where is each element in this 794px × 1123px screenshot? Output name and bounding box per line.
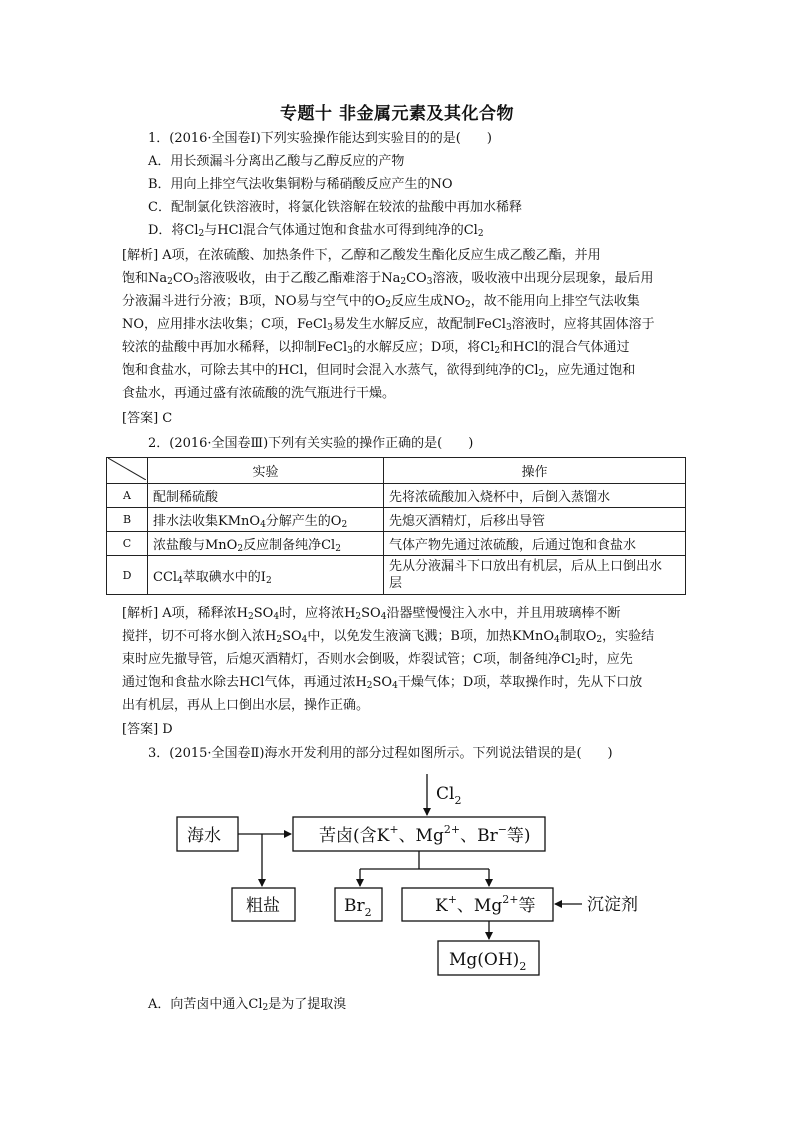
row-operation: 气体产物先通过浓硫酸，后通过饱和食盐水 [384,532,686,556]
q1-stem: 1．(2016·全国卷Ⅰ)下列实验操作能达到实验目的的是( ) [148,131,492,146]
q1-analysis-line: 饱和$Na_2CO_3$溶液吸收，由于乙酸乙酯难溶于$Na_2CO_3$溶液，吸收液中出现分层现象，最后用 [122,271,654,287]
row-label: A [107,484,148,508]
crude-salt-label: 粗盐 [246,896,280,916]
row-label: B [107,508,148,532]
q1-option-a: A．用长颈漏斗分离出乙酸与乙醇反应的产物 [148,154,405,169]
row-label: D [107,556,148,595]
q3-option-a: A．向苦卤中通入$Cl_2$是为了提取溴 [148,997,347,1013]
analysis-label: [解析] [122,248,159,263]
kmg-label: K+、$Mg^{2+}$等 [435,893,536,916]
row-experiment: 排水法收集KMnO$_4$分解产生的$O_2$ [148,508,384,532]
cl2-label: $Cl_2$ [436,784,462,807]
q1-analysis-line: 食盐水，再通过盛有浓硫酸的洗气瓶进行干燥。 [122,386,396,401]
q1-option-c: C．配制氯化铁溶液时，将氯化铁溶解在较浓的盐酸中再加水稀释 [148,200,522,215]
precipitant-label: 沉淀剂 [587,895,638,915]
row-experiment: CCl$_4$萃取碘水中的$I_2$ [148,556,384,595]
row-experiment: 浓盐酸与MnO$_2$反应制备纯净$Cl_2$ [148,532,384,556]
q3-stem: 3．(2015·全国卷Ⅱ)海水开发利用的部分过程如图所示。下列说法错误的是( ) [148,746,613,761]
mgoh-label: $Mg(OH)_2$ [449,950,527,973]
row-label: C [107,532,148,556]
row-operation: 先从分液漏斗下口放出有机层，后从上口倒出水 层 [384,556,686,595]
table-header-experiment: 实验 [148,458,384,484]
q1-analysis-line: 饱和食盐水，可除去其中的HCl，但同时会混入水蒸气，欲得到纯净的$Cl_2$，应先通过饱和 [122,363,636,379]
q2-analysis-line: 通过饱和食盐水除去HCl气体，再通过浓$H_2SO_4$干燥气体；D项，萃取操作时，先从下口放 [122,675,643,691]
page-title: 专题十 非金属元素及其化合物 [280,104,514,124]
q1-analysis-line: 较浓的盐酸中再加水稀释，以抑制FeCl$_3$的水解反应；D项，将$Cl_2$和HCl的混合气体通过 [122,340,630,356]
row-operation: 先熄灭酒精灯，后移出导管 [384,508,686,532]
q1-option-d: D．将$Cl_2$与HCl混合气体通过饱和食盐水可得到纯净的$Cl_2$ [148,223,484,239]
q2-analysis-line: 出有机层，再从上口倒出水层，操作正确。 [122,698,370,713]
q1-analysis-line: NO，应用排水法收集；C项，FeCl$_3$易发生水解反应，故配制FeCl$_3$溶液时，应将其固体溶于 [122,317,655,333]
br2-label: $Br_2$ [344,896,372,919]
q2-analysis-line: 束时应先撤导管，后熄灭酒精灯，否则水会倒吸，炸裂试管；C项，制备纯净$Cl_2$时，应先 [122,652,633,668]
brine-label: 苦卤(含K+、$Mg^{2+}$、Br−等) [319,823,531,846]
q1-analysis-line: 分液漏斗进行分液；B项，NO易与空气中的$O_2$反应生成$NO_2$，故不能用向上排空气法收集 [122,294,640,310]
q2-analysis-line: 搅拌，切不可将水倒入浓$H_2SO_4$中，以免发生液滴飞溅；B项，加热KMnO$_4$制取$O_2$，实验结 [122,629,655,645]
q2-analysis-line: [解析] A项，稀释浓$H_2SO_4$时，应将浓$H_2SO_4$沿器壁慢慢注入水中，并且用玻璃棒不断 [122,606,621,622]
row-experiment: 配制稀硫酸 [148,484,384,508]
table-header-operation: 操作 [384,458,686,484]
q2-stem: 2．(2016·全国卷Ⅲ)下列有关实验的操作正确的是( ) [148,436,474,451]
q1-analysis-line: [解析] A项，在浓硫酸、加热条件下，乙醇和乙酸发生酯化反应生成乙酸乙酯，并用 [122,248,601,263]
row-operation: 先将浓硫酸加入烧杯中，后倒入蒸馏水 [384,484,686,508]
q2-answer: [答案] D [122,722,173,737]
q1-option-b: B．用向上排空气法收集铜粉与稀硝酸反应产生的NO [148,177,453,192]
q1-answer: [答案] C [122,411,173,426]
seawater-label: 海水 [187,826,221,846]
